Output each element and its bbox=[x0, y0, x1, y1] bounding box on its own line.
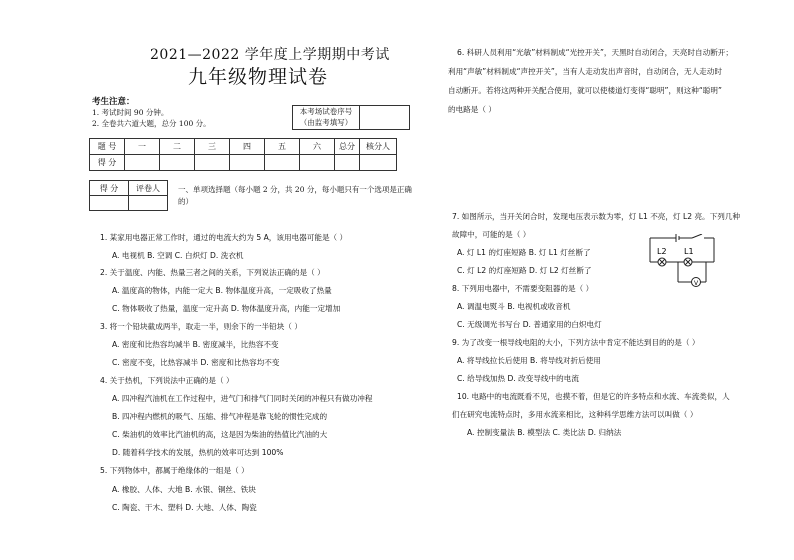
score-row-label: 得 分 bbox=[90, 155, 125, 171]
score-cell bbox=[265, 155, 300, 171]
seat-label-line1: 本考场试卷序号 bbox=[299, 107, 353, 116]
option-line: C. 陶瓷、干木、塑料 D. 大地、人体、陶瓷 bbox=[112, 503, 257, 512]
question-line: 的电路是（ ） bbox=[448, 105, 496, 114]
grader-score-label: 得 分 bbox=[90, 181, 129, 196]
score-header-cell: 一 bbox=[125, 139, 160, 155]
score-cell bbox=[300, 155, 335, 171]
option-line: A. 将导线拉长后使用 B. 将导线对折后使用 bbox=[457, 356, 601, 365]
question-line: 故障中，可能的是（ ） bbox=[452, 230, 531, 239]
score-header-cell: 四 bbox=[230, 139, 265, 155]
option-line: C. 密度不变，比热容减半 D. 密度和比热容均不变 bbox=[112, 358, 280, 367]
score-cell bbox=[360, 155, 397, 171]
score-header-cell: 总分 bbox=[335, 139, 360, 155]
score-cell bbox=[335, 155, 360, 171]
score-table bbox=[89, 138, 397, 171]
option-line: C. 物体吸收了热量，温度一定升高 D. 物体温度升高，内能一定增加 bbox=[112, 304, 341, 313]
option-line: D. 随着科学技术的发展，热机的效率可达到 100% bbox=[112, 448, 284, 457]
grader-score-cell bbox=[90, 196, 129, 211]
option-line: A. 四冲程汽油机在工作过程中，进气门和排气门同时关闭的冲程只有做功冲程 bbox=[112, 394, 373, 403]
score-header-cell: 六 bbox=[300, 139, 335, 155]
switch-blade bbox=[692, 234, 702, 238]
score-cell bbox=[230, 155, 265, 171]
exam-subject-title: 九年级物理试卷 bbox=[188, 66, 329, 88]
grader-box bbox=[89, 180, 168, 211]
seat-number-label bbox=[293, 106, 360, 129]
question-line: 自动断开。若将这两种开关配合使用，就可以使楼道灯变得“聪明”，则这种“聪明” bbox=[448, 86, 722, 95]
circuit-diagram bbox=[648, 234, 718, 294]
score-cell bbox=[125, 155, 160, 171]
question-line: 们在研究电流特点时，多用水流来相比，这种科学思维方法可以叫做（ ） bbox=[452, 410, 698, 419]
option-line: C. 灯 L2 的灯座短路 D. 灯 L2 灯丝断了 bbox=[457, 266, 592, 275]
option-line: A. 温度高的物体，内能一定大 B. 物体温度升高，一定吸收了热量 bbox=[112, 286, 332, 295]
option-line: C. 给导线加热 D. 改变导线中的电流 bbox=[457, 374, 579, 383]
question-line: 10. 电路中的电流既看不见，也摸不着，但是它的许多特点和水流、车流类似，人 bbox=[457, 392, 730, 401]
score-header-cell: 三 bbox=[195, 139, 230, 155]
question-line: 利用“声敏”材料制成“声控开关”，当有人走动发出声音时，自动闭合，无人走动时 bbox=[448, 67, 722, 76]
option-line: A. 密度和比热容均减半 B. 密度减半，比热容不变 bbox=[112, 340, 279, 349]
score-header-cell: 五 bbox=[265, 139, 300, 155]
question-line: 3. 将一个铅块截成两半，取走一半，则余下的一半铅块（ ） bbox=[100, 322, 302, 331]
question-line: 2. 关于温度、内能、热量三者之间的关系，下列说法正确的是（ ） bbox=[100, 268, 325, 277]
seat-number-box bbox=[292, 105, 410, 130]
question-line: 4. 关于热机，下列说法中正确的是（ ） bbox=[100, 376, 234, 385]
voltmeter-label: V bbox=[694, 280, 699, 287]
label-l1: L1 bbox=[684, 247, 694, 256]
option-line: C. 柴油机的效率比汽油机的高，这是因为柴油的热值比汽油的大 bbox=[112, 430, 328, 439]
score-table-header-row bbox=[90, 139, 397, 155]
option-line: A. 控制变量法 B. 模型法 C. 类比法 D. 归纳法 bbox=[467, 428, 622, 437]
option-line: B. 四冲程内燃机的吸气、压缩、排气冲程是靠飞轮的惯性完成的 bbox=[112, 412, 328, 421]
score-cell bbox=[195, 155, 230, 171]
option-line: C. 无级调光书写台 D. 普通家用的白炽电灯 bbox=[457, 320, 602, 329]
section-1-heading: 一、单项选择题（每小题 2 分，共 20 分，每小题只有一个选项是正确的） bbox=[178, 185, 412, 206]
score-table-score-row bbox=[90, 155, 397, 171]
score-cell bbox=[160, 155, 195, 171]
score-header-cell: 题 号 bbox=[90, 139, 125, 155]
question-line: 8. 下列用电器中，不需要变阻器的是（ ） bbox=[452, 284, 594, 293]
score-header-cell: 核分人 bbox=[360, 139, 397, 155]
option-line: A. 调温电熨斗 B. 电视机或收音机 bbox=[457, 302, 571, 311]
seat-label-line2: （由监考填写） bbox=[299, 118, 353, 127]
notes-heading: 考生注意： bbox=[92, 97, 135, 107]
option-line: A. 橡胶、人体、大地 B. 水银、铜丝、铁块 bbox=[112, 485, 256, 494]
option-line: A. 灯 L1 的灯座短路 B. 灯 L1 灯丝断了 bbox=[457, 248, 591, 257]
note-item-1: 1. 考试时间 90 分钟。 bbox=[92, 108, 169, 117]
grader-name-label: 评卷人 bbox=[129, 181, 168, 196]
question-line: 5. 下列物体中，都属于绝缘体的一组是（ ） bbox=[100, 466, 249, 475]
score-header-cell: 二 bbox=[160, 139, 195, 155]
option-line: A. 电视机 B. 空调 C. 白炽灯 D. 洗衣机 bbox=[112, 251, 244, 260]
question-line: 6. 科研人员利用“光敏”材料制成“光控开关”，天黑时自动闭合，天亮时自动断开； bbox=[457, 48, 733, 57]
question-line: 9. 为了改变一根导线电阻的大小，下列方法中肯定不能达到目的的是（ ） bbox=[452, 338, 700, 347]
question-line: 7. 如图所示，当开关闭合时，发现电压表示数为零，灯 L1 不亮，灯 L2 亮。下列几种 bbox=[452, 212, 741, 221]
grader-name-cell bbox=[129, 196, 168, 211]
note-item-2: 2. 全卷共六道大题，总分 100 分。 bbox=[92, 119, 211, 128]
question-line: 1. 某家用电器正常工作时，通过的电流大约为 5 A，该用电器可能是（ ） bbox=[100, 233, 348, 242]
label-l2: L2 bbox=[657, 247, 667, 256]
exam-year-title: 2021—2022 学年度上学期期中考试 bbox=[150, 47, 390, 63]
